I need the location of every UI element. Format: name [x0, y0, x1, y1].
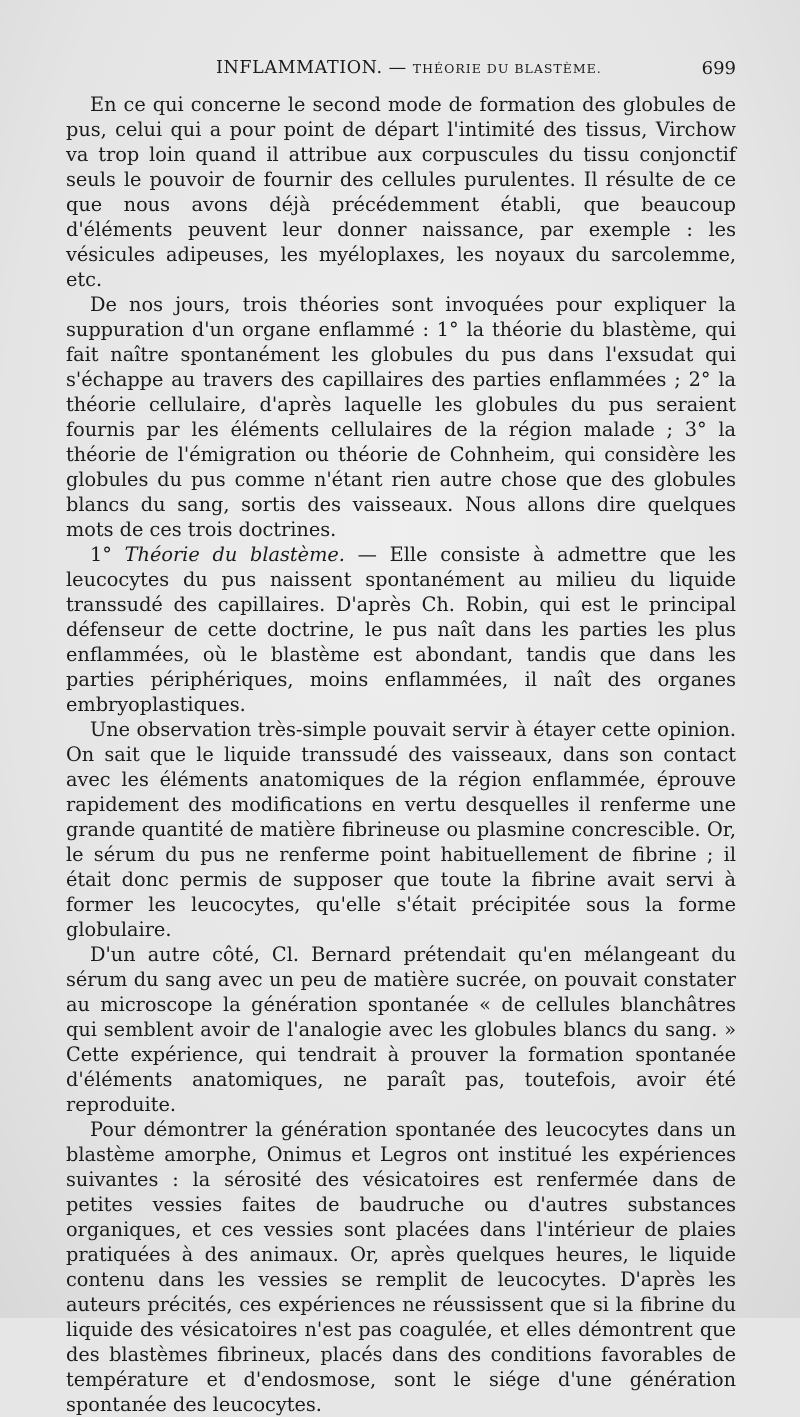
- section-subtitle: THÉORIE DU BLASTÈME.: [412, 61, 602, 76]
- running-title: [216, 58, 602, 78]
- section-text: — Elle consiste à admettre que les leucocytes du pus naissent spontanément au milieu du liquide transsudé des capillaires. D'après Ch. Robin, qui est le principal défenseur de cette doctrine, le pus naît dans les parties les plus enflammées, où le blastème est abondant, tandis que dans les parties périphériques, moins enflammées, il naît des organes embryoplastiques.: [66, 543, 736, 716]
- paragraph-onimus-legros: Pour démontrer la génération spontanée des leucocytes dans un blastème amorphe, Onimus et Legros ont institué les expériences suivantes : la sérosité des vésicatoires est renfermée dans de petites vessies faites de baudruche ou d'autres substances organiques, et ces vessies sont placées dans l'intérieur de plaies pratiquées à des animaux. Or, après quelques heures, le liquide contenu dans les vessies se remplit de leucocytes. D'après les auteurs précités, ces expériences ne réussissent que si la fibrine du liquide des vésicatoires n'est pas coagulée, et elles démontrent que des blastèmes fibrineux, placés dans des conditions favorables de température et d'endosmose, sont le siége d'une génération spontanée des leucocytes.: [66, 1118, 736, 1416]
- paragraph-three-theories: De nos jours, trois théories sont invoquées pour expliquer la suppuration d'un organe enflammé : 1° la théorie du blastème, qui fait naître spontanément les globules du pus dans l'exsudat qui s'échappe au travers des capillaires des parties enflammées ; 2° la théorie cellulaire, d'après laquelle les globules du pus seraient fournis par les éléments cellulaires de la région malade ; 3° la théorie de l'émigration ou théorie de Cohnheim, qui considère les globules du pus comme n'étant rien autre chose que des globules blancs du sang, sortis des vaisseaux. Nous allons dire quelques mots de ces trois doctrines.: [66, 293, 736, 541]
- paragraph-bernard: D'un autre côté, Cl. Bernard prétendait qu'en mélangeant du sérum du sang avec un peu de matière sucrée, on pouvait constater au microscope la génération spontanée « de cellules blanchâtres qui semblent avoir de l'analogie avec les globules blancs du sang. » Cette expérience, qui tendrait à prouver la formation spontanée d'éléments anatomiques, ne paraît pas, toutefois, avoir été reproduite.: [66, 943, 736, 1116]
- chapter-title: INFLAMMATION.: [216, 58, 383, 78]
- title-separator: —: [388, 58, 407, 78]
- section-heading: Théorie du blastème.: [124, 543, 345, 566]
- paragraph-blasteme-theory: [66, 542, 736, 717]
- paragraph-observation: Une observation très-simple pouvait servir à étayer cette opinion. On sait que le liquide transsudé des vaisseaux, dans son contact avec les éléments anatomiques de la région enflammée, éprouve rapidement des modifications en vertu desquelles il renferme une grande quantité de matière fibrineuse ou plasmine concrescible. Or, le sérum du pus ne renferme point habituellement de fibrine ; il était donc permis de supposer que toute la fibrine avait servi à former les leucocytes, qu'elle s'était précipitée sous la forme globulaire.: [66, 718, 736, 941]
- paragraph-second-mode: En ce qui concerne le second mode de formation des globules de pus, celui qui a pour point de départ l'intimité des tissus, Virchow va trop loin quand il attribue aux corpuscules du tissu conjonctif seuls le pouvoir de fournir des cellules purulentes. Il résulte de ce que nous avons déjà précédemment établi, que beaucoup d'éléments peuvent leur donner naissance, par exemple : les vésicules adipeuses, les myéloplaxes, les noyaux du sarcolemme, etc.: [66, 93, 736, 291]
- page-number: 699: [701, 58, 736, 79]
- running-head: [66, 56, 736, 86]
- body-text: [66, 92, 736, 1417]
- section-number: 1°: [90, 543, 112, 566]
